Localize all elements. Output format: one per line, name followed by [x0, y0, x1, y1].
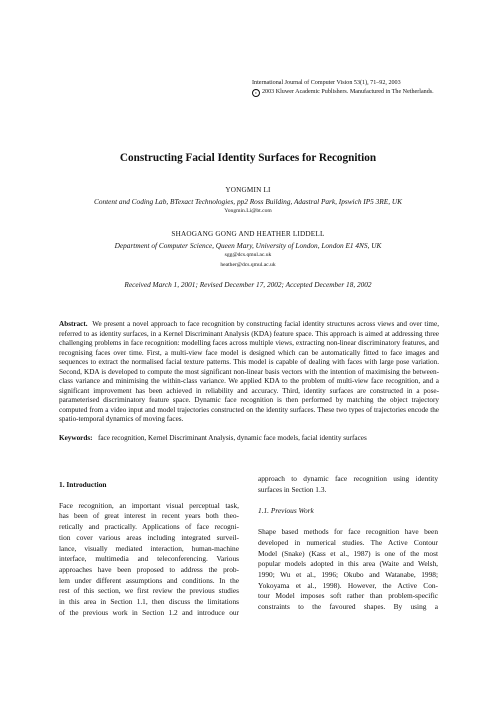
introduction-paragraph: [59, 501, 239, 619]
text-line: of the previous work in Section 1.2 and introduce our: [59, 607, 239, 617]
keywords: [59, 434, 449, 442]
text-line: Yokoyama et al., 1998). However, the Active Con-: [258, 580, 438, 590]
abstract-label: Abstract.: [59, 320, 88, 328]
author1-email: Yongmin.Li@bt.com: [224, 208, 272, 214]
author1-affiliation: Content and Coding Lab, BTexact Technologies, pp2 Ross Building, Adastral Park, Ipswich IP5 3RE, UK: [93, 197, 403, 206]
text-line: Shape based methods for face recognition have been: [258, 527, 438, 537]
text-line: rest of this section, we first review the previous studies: [59, 586, 239, 596]
author2-email1: sgg@dcs.qmul.ac.uk: [224, 252, 272, 258]
keywords-label: Keywords:: [59, 434, 93, 442]
text-line: surfaces in Section 1.3.: [258, 484, 327, 494]
author2-affiliation: Department of Computer Science, Queen Mary, University of London, London E1 4NS, UK: [114, 241, 382, 250]
text-line: lem under different assumptions and conditions. In the: [59, 575, 239, 585]
text-line: retically and practically. Applications of face recogni-: [59, 522, 239, 532]
text-line: in this area in Section 1.1, then discuss the limitations: [59, 597, 239, 607]
copyright-icon: c: [252, 89, 260, 97]
text-line: interface, multimedia and teleconferencing. Various: [59, 554, 239, 564]
introduction-continuation: [258, 474, 438, 495]
text-line: Face recognition, an important visual perceptual task,: [59, 500, 239, 510]
abstract: [59, 320, 439, 425]
text-line: developed in numerical studies. The Active Contour: [258, 537, 438, 547]
text-line: 1990; Wu et al., 1996; Okubo and Watanabe, 1998;: [258, 569, 438, 579]
journal-citation: International Journal of Computer Vision 53(1), 71–92, 2003: [252, 80, 401, 86]
author2-names: SHAOGANG GONG AND HEATHER LIDDELL: [171, 230, 325, 238]
text-line: lance, visually mediated interaction, human-machine: [59, 543, 239, 553]
previous-work-paragraph: [258, 527, 438, 613]
abstract-text: We present a novel approach to face recognition by constructing facial identity structures across views and over time, referred to as identity surfaces, in a Kernel Discriminant Analysis (KDA) feature space. This approach is aimed at addressing three challenging problems in face recognition: modelling faces across multiple views, extracting non-linear discriminatory features, and recognising faces over time. First, a multi-view face model is designed which can be automatically fitted to face images and sequences to extract the normalised facial texture patterns. This model is capable of dealing with faces with large pose variation. Second, KDA is developed to compute the most significant non-linear basis vectors with the intention of maximising the between-class variance and minimising the within-class variance. We applied KDA to the problem of multi-view face recognition, and a significant improvement has been achieved in reliability and accuracy. Third, identity surfaces are constructed in a pose-parameterised discriminatory feature space. Dynamic face recognition is then performed by matching the object trajectory computed from a video input and model trajectories constructed on the identity surfaces. These two types of trajectories encode the spatio-temporal dynamics of moving faces.: [59, 320, 440, 423]
text-line: approaches have been proposed to address the prob-: [59, 564, 239, 574]
paper-title: Constructing Facial Identity Surfaces for Recognition: [119, 152, 377, 164]
text-line: tion cover various areas including integrated surveil-: [59, 532, 239, 542]
text-line: approach to dynamic face recognition using identity: [258, 474, 438, 483]
right-column: [258, 474, 438, 613]
author2-email2: heather@dcs.qmul.ac.uk: [220, 262, 276, 268]
text-line: popular models adopted in this area (Waite and Welsh,: [258, 559, 438, 569]
subsection-heading-previous-work: 1.1. Previous Work: [258, 506, 314, 516]
copyright-line: [252, 88, 458, 97]
journal-header: [252, 79, 458, 97]
received-dates: Received March 1, 2001; Revised December 17, 2002; Accepted December 18, 2002: [124, 280, 372, 289]
left-column: [59, 480, 239, 618]
publisher-notice: 2003 Kluwer Academic Publishers. Manufactured in The Netherlands.: [262, 88, 434, 95]
text-line: has been of great interest in recent years both theo-: [59, 511, 239, 521]
author1-name: YONGMIN LI: [225, 186, 271, 194]
section-heading-introduction: 1. Introduction: [59, 480, 107, 489]
text-line: constraints to the favoured shapes. By using a: [258, 602, 438, 612]
keywords-text: face recognition, Kernel Discriminant Analysis, dynamic face models, facial identity surfaces: [97, 434, 367, 442]
text-line: tour Model imposes soft rather than problem-specific: [258, 591, 438, 601]
text-line: Model (Snake) (Kass et al., 1987) is one of the most: [258, 548, 438, 558]
